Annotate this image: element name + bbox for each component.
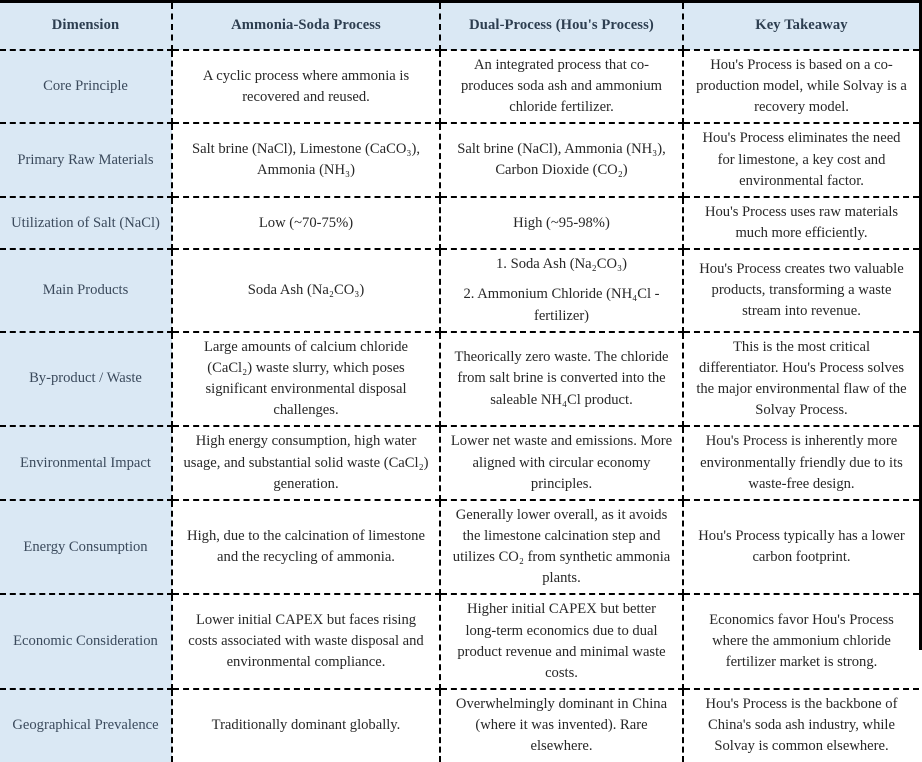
table-row xyxy=(0,50,919,123)
cell-dual-process: Lower net waste and emissions. More aligned with circular economy principles. xyxy=(440,426,683,499)
row-dimension-label: By-product / Waste xyxy=(0,332,172,427)
row-dimension-label: Core Principle xyxy=(0,50,172,123)
table-row xyxy=(0,689,919,761)
column-header-key-takeaway: Key Takeaway xyxy=(683,3,919,50)
row-dimension-label: Geographical Prevalence xyxy=(0,689,172,761)
table-row xyxy=(0,426,919,499)
cell-key-takeaway: Economics favor Hou's Process where the ammonium chloride fertilizer market is strong. xyxy=(683,594,919,689)
cell-ammonia-soda: Traditionally dominant globally. xyxy=(172,689,440,761)
row-dimension-label: Energy Consumption xyxy=(0,500,172,595)
cell-ammonia-soda: High, due to the calcination of limestone and the recycling of ammonia. xyxy=(172,500,440,595)
cell-dual-process: Salt brine (NaCl), Ammonia (NH₃), Carbon Dioxide (CO₂) xyxy=(440,123,683,196)
row-dimension-label: Economic Consideration xyxy=(0,594,172,689)
product-list-item: 2. Ammonium Chloride (NH₄Cl - fertilizer) xyxy=(463,286,660,324)
cell-ammonia-soda: Low (~70-75%) xyxy=(172,197,440,249)
process-comparison-table xyxy=(0,3,919,762)
cell-ammonia-soda: Lower initial CAPEX but faces rising costs associated with waste disposal and environmental compliance. xyxy=(172,594,440,689)
cell-ammonia-soda: Large amounts of calcium chloride (CaCl₂) waste slurry, which poses significant environmental disposal challenges. xyxy=(172,332,440,427)
cell-key-takeaway: Hou's Process is inherently more environmentally friendly due to its waste-free design. xyxy=(683,426,919,499)
column-header-ammonia-soda: Ammonia-Soda Process xyxy=(172,3,440,50)
table-row xyxy=(0,332,919,427)
cell-dual-process: An integrated process that co-produces soda ash and ammonium chloride fertilizer. xyxy=(440,50,683,123)
product-list xyxy=(450,254,673,326)
cell-ammonia-soda: A cyclic process where ammonia is recovered and reused. xyxy=(172,50,440,123)
product-list-item: 1. Soda Ash (Na₂CO₃) xyxy=(496,256,627,273)
row-dimension-label: Primary Raw Materials xyxy=(0,123,172,196)
row-dimension-label: Environmental Impact xyxy=(0,426,172,499)
cell-ammonia-soda: Salt brine (NaCl), Limestone (CaCO₃), Ammonia (NH₃) xyxy=(172,123,440,196)
column-header-dimension: Dimension xyxy=(0,3,172,50)
table-row xyxy=(0,197,919,249)
cell-key-takeaway: Hou's Process creates two valuable products, transforming a waste stream into revenue. xyxy=(683,249,919,331)
cell-key-takeaway: Hou's Process eliminates the need for limestone, a key cost and environmental factor. xyxy=(683,123,919,196)
column-header-dual-process: Dual-Process (Hou's Process) xyxy=(440,3,683,50)
table-header xyxy=(0,3,919,50)
cell-key-takeaway: This is the most critical differentiator. Hou's Process solves the major environmental flaw of the Solvay Process. xyxy=(683,332,919,427)
cell-key-takeaway: Hou's Process typically has a lower carbon footprint. xyxy=(683,500,919,595)
table-body xyxy=(0,50,919,762)
cell-dual-process: Overwhelmingly dominant in China (where it was invented). Rare elsewhere. xyxy=(440,689,683,761)
cell-key-takeaway: Hou's Process uses raw materials much more efficiently. xyxy=(683,197,919,249)
cell-ammonia-soda: High energy consumption, high water usage, and substantial solid waste (CaCl₂) generation. xyxy=(172,426,440,499)
cell-dual-process: Higher initial CAPEX but better long-term economics due to dual product revenue and minimal waste costs. xyxy=(440,594,683,689)
table-row xyxy=(0,594,919,689)
table-row xyxy=(0,123,919,196)
cell-ammonia-soda: Soda Ash (Na₂CO₃) xyxy=(172,249,440,331)
row-dimension-label: Utilization of Salt (NaCl) xyxy=(0,197,172,249)
row-dimension-label: Main Products xyxy=(0,249,172,331)
cell-dual-process: High (~95-98%) xyxy=(440,197,683,249)
cell-dual-process: Theorically zero waste. The chloride from salt brine is converted into the saleable NH₄Cl product. xyxy=(440,332,683,427)
header-row xyxy=(0,3,919,50)
table-row xyxy=(0,249,919,331)
table-row xyxy=(0,500,919,595)
cell-key-takeaway: Hou's Process is based on a co-production model, while Solvay is a recovery model. xyxy=(683,50,919,123)
cell-dual-process: Generally lower overall, as it avoids the limestone calcination step and utilizes CO₂ from synthetic ammonia plants. xyxy=(440,500,683,595)
cell-key-takeaway: Hou's Process is the backbone of China's soda ash industry, while Solvay is common elsewhere. xyxy=(683,689,919,761)
cell-dual-process-list xyxy=(440,249,683,331)
